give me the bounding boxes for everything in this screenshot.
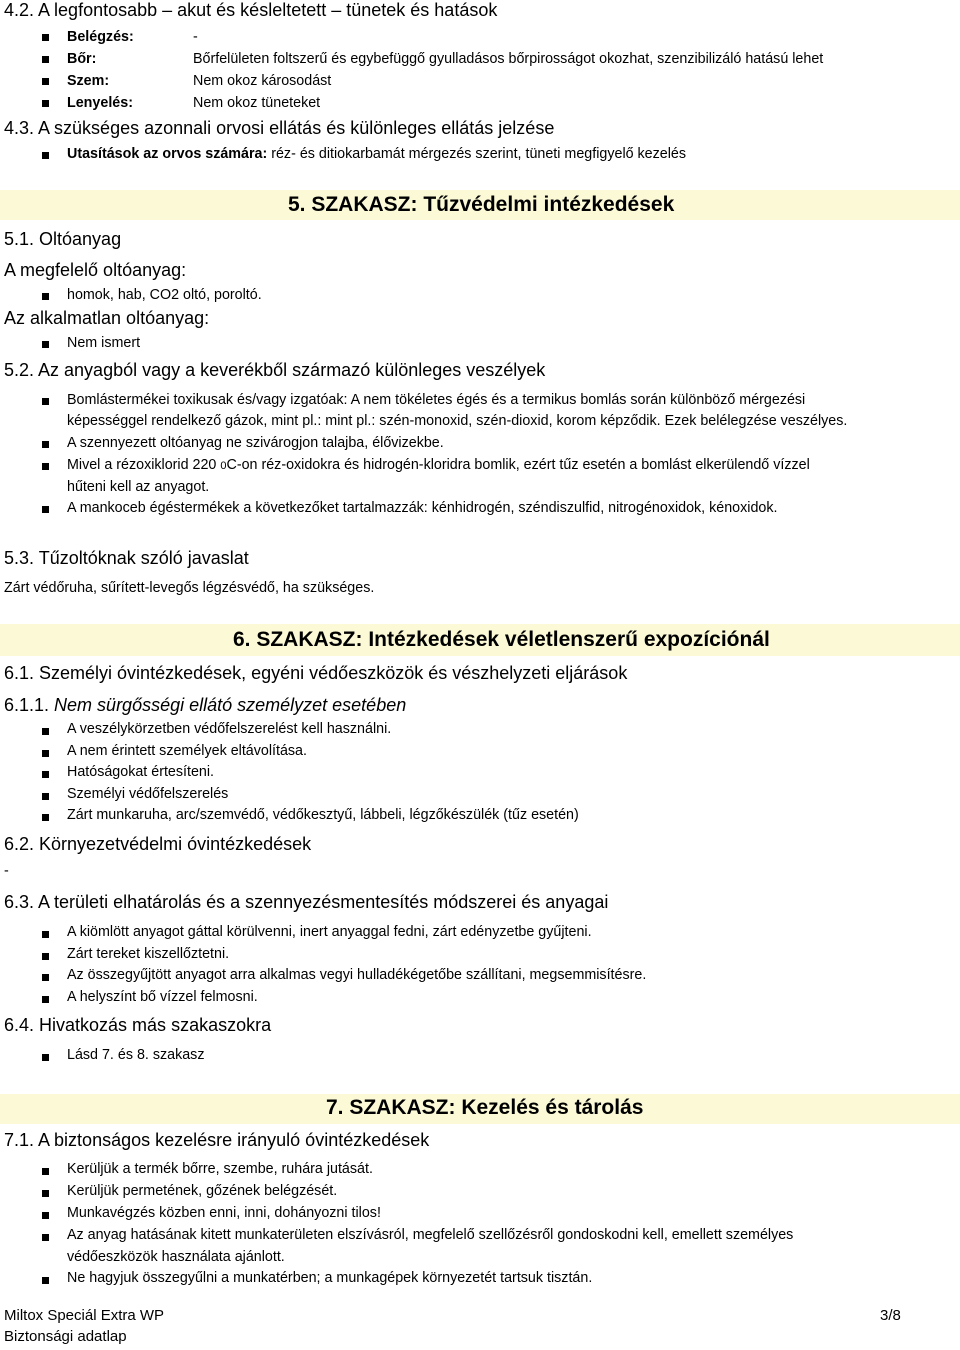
bullet-icon: [42, 728, 49, 735]
list-item: Zárt tereket kiszellőztetni.: [67, 946, 230, 962]
bullet-icon: [42, 931, 49, 938]
section-5-3-text: Zárt védőruha, sűrített-levegős légzésvédő, ha szükséges.: [4, 580, 375, 596]
bullet-icon: [42, 441, 49, 448]
bullet-icon: [42, 152, 49, 159]
list-item: Személyi védőfelszerelés: [67, 786, 229, 802]
bullet-icon: [42, 996, 49, 1003]
section-6-4-heading: 6.4. Hivatkozás más szakaszokra: [4, 1015, 272, 1035]
row-value: Nem okoz tüneteket: [193, 95, 321, 111]
row-value: Bőrfelületen foltszerű és egybefüggő gyulladásos bőrpirosságot okozhat, szenzibilizáló hatású lehet: [193, 51, 824, 67]
list-item: Lásd 7. és 8. szakasz: [67, 1047, 205, 1063]
section-4-3-heading: 4.3. A szükséges azonnali orvosi ellátás és különleges ellátás jelzése: [4, 118, 555, 138]
section-6-2-text: -: [4, 863, 9, 879]
doctor-instructions-label: Utasítások az orvos számára:: [67, 146, 268, 162]
bullet-icon: [42, 814, 49, 821]
bullet-icon: [42, 953, 49, 960]
bullet-icon: [42, 463, 49, 470]
section-4-2-heading: 4.2. A legfontosabb – akut és késleltetett – tünetek és hatások: [4, 0, 498, 20]
bullet-icon: [42, 1190, 49, 1197]
list-item-continued: képességgel rendelkező gázok, mint pl.: mint pl.: szén-monoxid, szén-dioxid, korom képződik. Ezek belélegzése veszélyes.: [67, 413, 848, 429]
bullet-icon: [42, 1054, 49, 1061]
list-item: Kerüljük permetének, gőzének belégzését.: [67, 1183, 338, 1199]
suitable-media-label: A megfelelő oltóanyag:: [4, 260, 187, 280]
section-5-3-heading: 5.3. Tűzoltóknak szóló javaslat: [4, 548, 249, 568]
row-value: -: [193, 29, 198, 45]
list-item: [67, 454, 810, 477]
suitable-media-item: homok, hab, CO2 oltó, poroltó.: [67, 287, 262, 303]
section-5-1-heading: 5.1. Oltóanyag: [4, 229, 122, 249]
row-label: Bőr:: [67, 51, 97, 67]
list-item: A szennyezett oltóanyag ne szivárogjon talajba, élővizekbe.: [67, 435, 444, 451]
list-item: Munkavégzés közben enni, inni, dohányozni tilos!: [67, 1205, 381, 1221]
doctor-instructions: [67, 143, 686, 165]
bullet-icon: [42, 793, 49, 800]
list-item: Bomlástermékei toxikusak és/vagy izgatóak: A nem tökéletes égés és a termikus bomlás során különböző mérgezési: [67, 392, 806, 408]
list-item-continued: hűteni kell az anyagot.: [67, 479, 210, 495]
list-item-continued: védőeszközök használata ajánlott.: [67, 1249, 285, 1265]
bullet-icon: [42, 1212, 49, 1219]
bullet-icon: [42, 34, 49, 41]
bullet-icon: [42, 771, 49, 778]
list-item: A helyszínt bő vízzel felmosni.: [67, 989, 258, 1005]
section-6-1-heading: 6.1. Személyi óvintézkedések, egyéni védőeszközök és vészhelyzeti eljárások: [4, 663, 628, 683]
row-label: Szem:: [67, 73, 110, 89]
list-item-text: C-on réz-oxidokra és hidrogén-kloridra bomlik, ezért tűz esetén a bomlást elkerülendő vízzel: [226, 457, 810, 473]
list-item: A kiömlött anyagot gáttal körülvenni, inert anyaggal fedni, zárt edényzetbe gyűjteni.: [67, 924, 592, 940]
list-item: A veszélykörzetben védőfelszerelést kell használni.: [67, 721, 392, 737]
list-item: Ne hagyjuk összegyűlni a munkatérben; a munkagépek környezetét tartsuk tisztán.: [67, 1270, 593, 1286]
bullet-icon: [42, 78, 49, 85]
degree-superscript: 0: [220, 460, 227, 472]
bullet-icon: [42, 56, 49, 63]
section-5-title: 5. SZAKASZ: Tűzvédelmi intézkedések: [288, 193, 675, 216]
list-item: Zárt munkaruha, arc/szemvédő, védőkesztyű, lábbeli, légzőkészülék (tűz esetén): [67, 807, 579, 823]
section-7-title: 7. SZAKASZ: Kezelés és tárolás: [326, 1096, 644, 1119]
bullet-icon: [42, 1234, 49, 1241]
list-item: Hatóságokat értesíteni.: [67, 764, 215, 780]
section-5-2-heading: 5.2. Az anyagból vagy a keverékből származó különleges veszélyek: [4, 360, 546, 380]
list-item-text: Mivel a rézoxiklorid 220: [67, 457, 217, 473]
section-6-3-heading: 6.3. A területi elhatárolás és a szennyezésmentesítés módszerei és anyagai: [4, 892, 609, 912]
bullet-icon: [42, 341, 49, 348]
bullet-icon: [42, 1168, 49, 1175]
list-item: A mankoceb égéstermékek a következőket tartalmazzák: kénhidrogén, széndiszulfid, nitrogénoxidok, kénoxidok.: [67, 500, 778, 516]
section-7-1-heading: 7.1. A biztonságos kezelésre irányuló óvintézkedések: [4, 1130, 430, 1150]
bullet-icon: [42, 974, 49, 981]
row-value: Nem okoz károsodást: [193, 73, 332, 89]
bullet-icon: [42, 100, 49, 107]
bullet-icon: [42, 750, 49, 757]
section-6-title: 6. SZAKASZ: Intézkedések véletlenszerű expozíciónál: [233, 628, 770, 651]
section-6-1-1-title: Nem sürgősségi ellátó személyzet esetében: [54, 695, 407, 715]
section-6-1-1-number: 6.1.1.: [4, 695, 55, 715]
bullet-icon: [42, 398, 49, 405]
section-6-2-heading: 6.2. Környezetvédelmi óvintézkedések: [4, 834, 312, 854]
footer-product-name: Miltox Speciál Extra WP: [4, 1307, 165, 1324]
bullet-icon: [42, 506, 49, 513]
list-item: Az anyag hatásának kitett munkaterületen elszívásról, megfelelő szellőzésről gondoskodni kell, emellett személyes: [67, 1227, 794, 1243]
list-item: A nem érintett személyek eltávolítása.: [67, 743, 307, 759]
unsuitable-media-item: Nem ismert: [67, 335, 141, 351]
list-item: Az összegyűjtött anyagot arra alkalmas vegyi hulladékégetőbe szállítani, megsemmisítésre.: [67, 967, 647, 983]
section-6-1-1-heading: [4, 695, 406, 716]
unsuitable-media-label: Az alkalmatlan oltóanyag:: [4, 308, 210, 328]
footer-page-number: 3/8: [880, 1307, 901, 1324]
doctor-instructions-text: réz- és ditiokarbamát mérgezés szerint, tüneti megfigyelő kezelés: [267, 146, 687, 162]
row-label: Lenyelés:: [67, 95, 133, 111]
list-item: Kerüljük a termék bőrre, szembe, ruhára jutását.: [67, 1161, 373, 1177]
footer-document-type: Biztonsági adatlap: [4, 1328, 127, 1345]
row-label: Belégzés:: [67, 29, 134, 45]
bullet-icon: [42, 1277, 49, 1284]
bullet-icon: [42, 293, 49, 300]
